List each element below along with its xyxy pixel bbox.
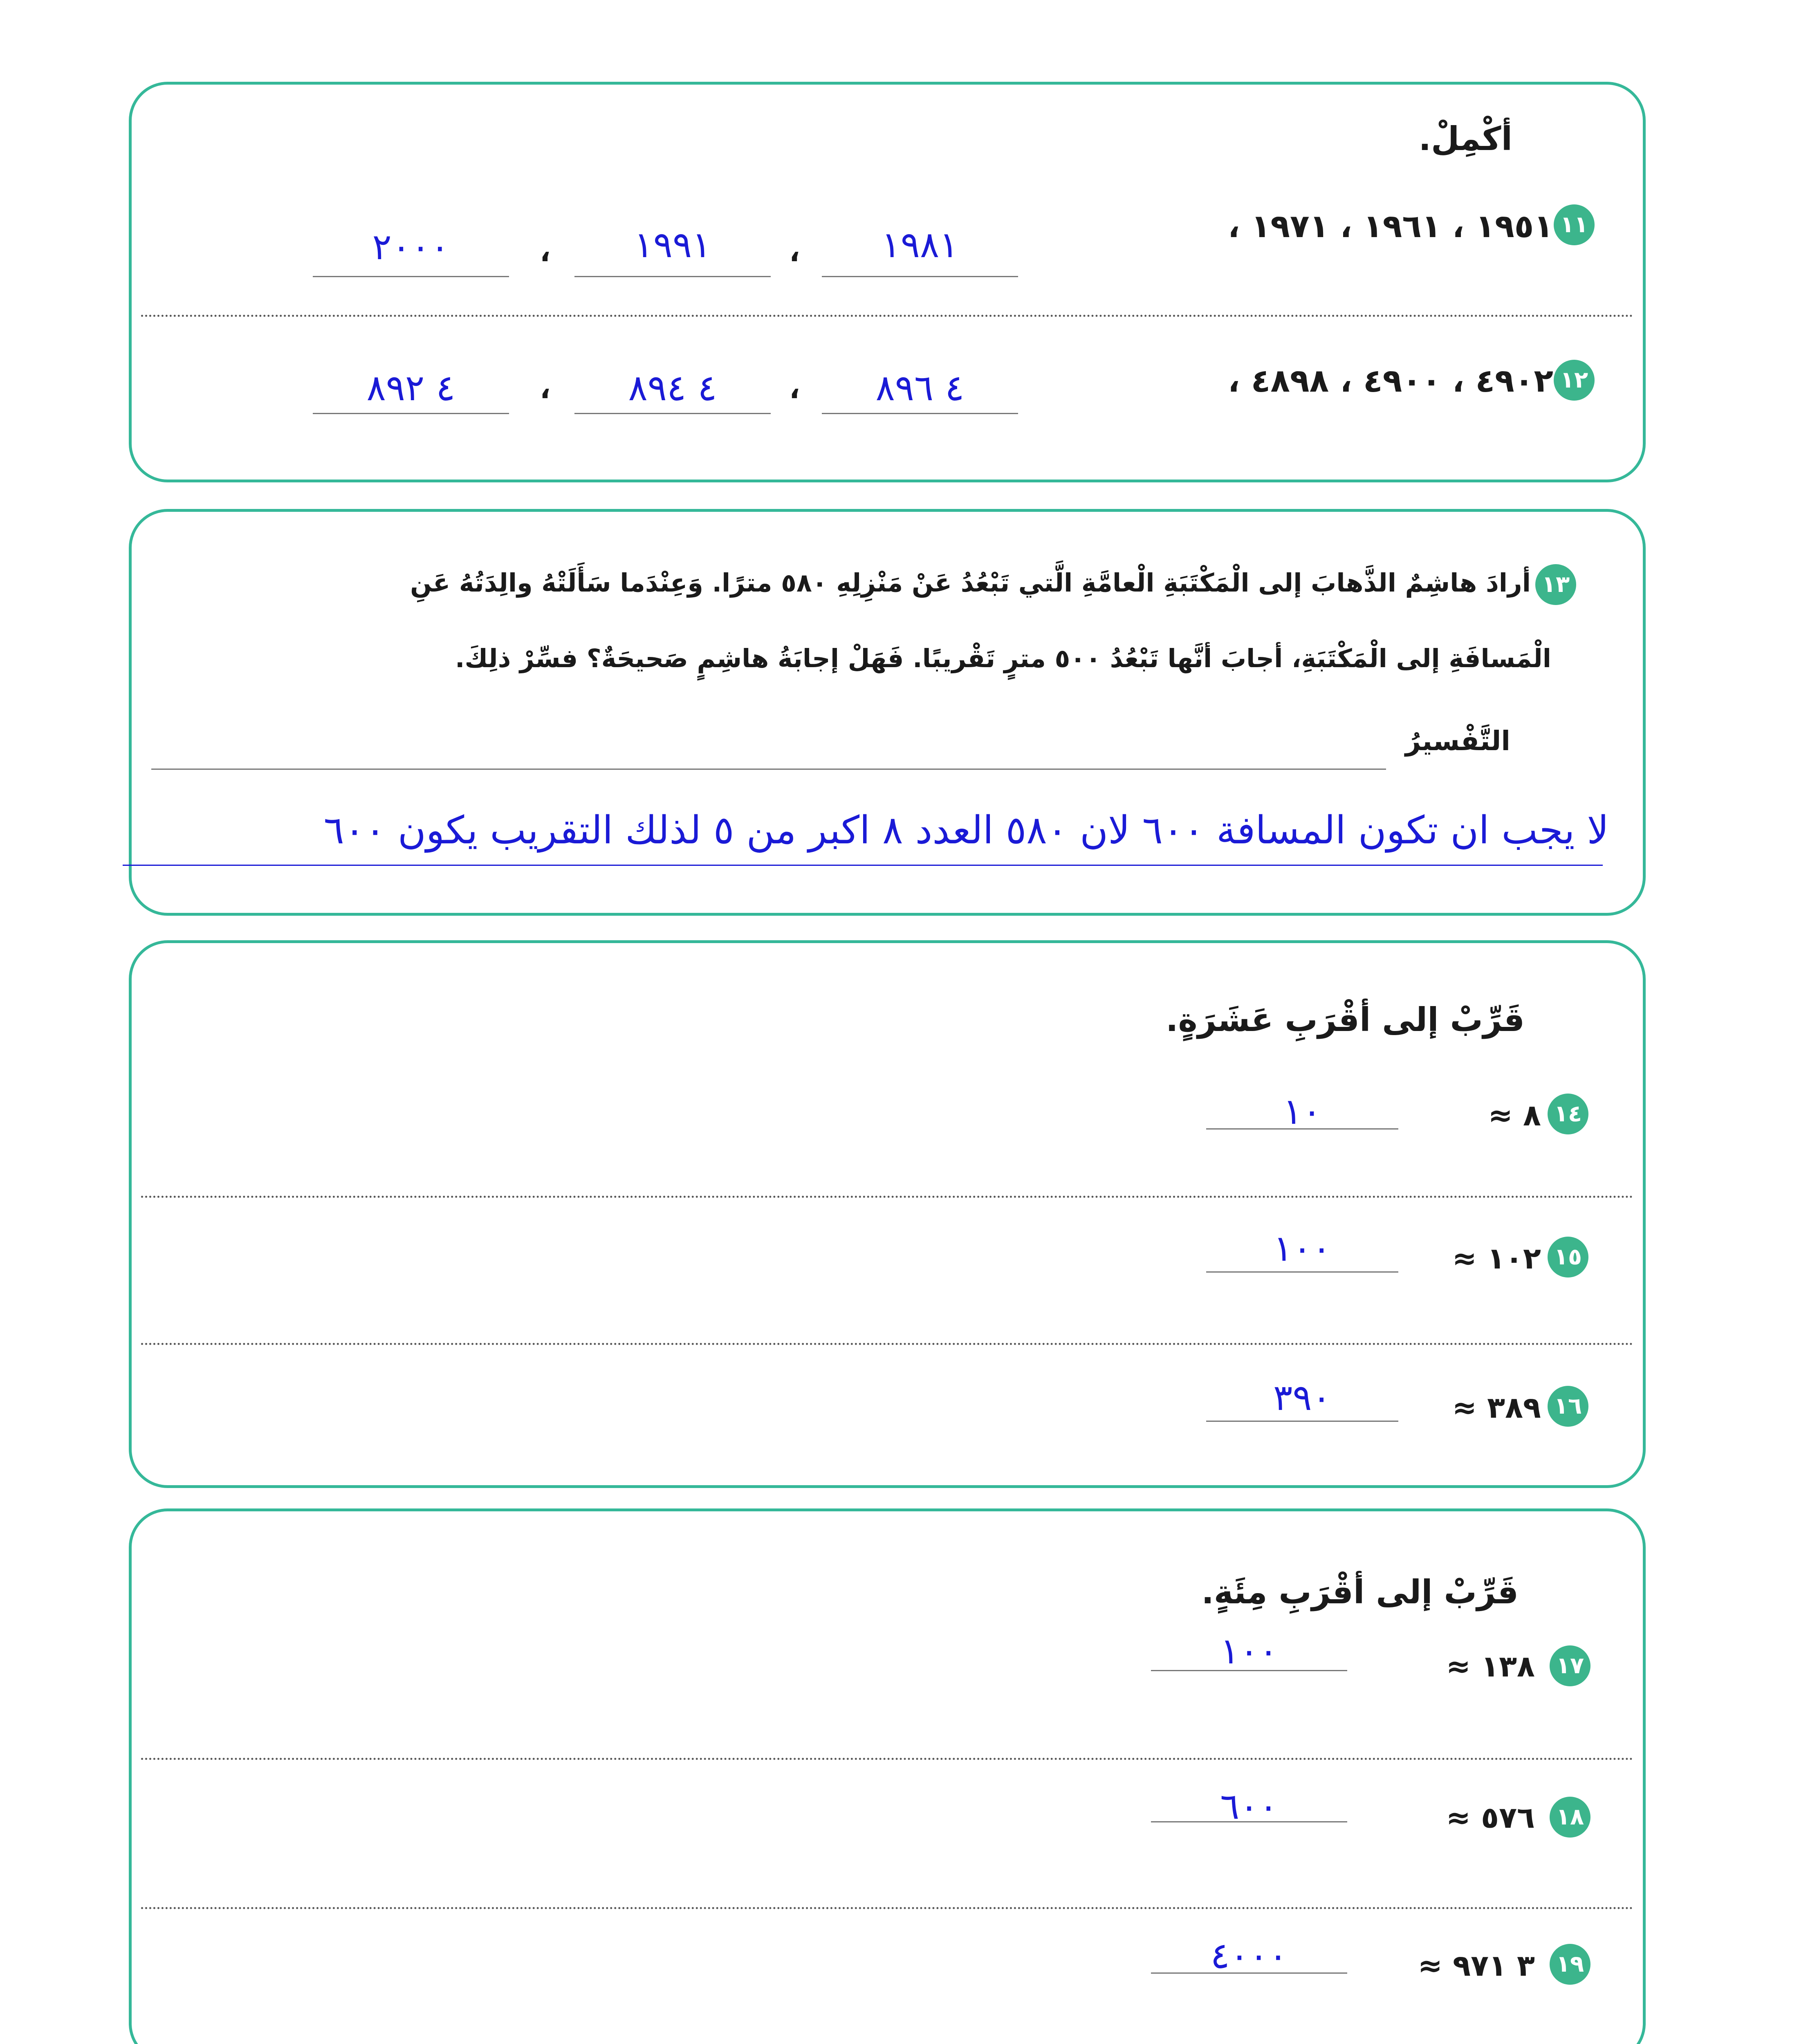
q16-answer: ٣٩٠ [1273,1376,1331,1419]
section1-separator [141,315,1633,317]
question-badge-19: ١٩ [1550,1944,1590,1985]
q15-blank [1206,1271,1398,1273]
section3-title: قَرِّبْ إلى أقْرَبِ عَشَرَةٍ. [1166,1001,1525,1039]
q14-blank [1206,1128,1398,1130]
q16-blank [1206,1421,1398,1422]
q18-answer: ٦٠٠ [1220,1785,1278,1827]
question-badge-16: ١٦ [1548,1386,1588,1427]
q12-blank-2 [574,413,771,414]
section4-separator-1 [141,1758,1633,1760]
question-badge-14: ١٤ [1548,1094,1588,1134]
q13-text-line-2: الْمَسافَةِ إلى الْمَكْتَبَةِ، أجابَ أنَّها تَبْعُدُ ٥٠٠ مترٍ تَقْريبًا. فَهَلْ إجابَةُ هاشِمٍ صَحيحَةٌ؟ فسِّرْ ذلِكَ. [455,643,1551,673]
section4-title: قَرِّبْ إلى أقْرَبِ مِئَةٍ. [1201,1573,1519,1611]
q17-answer: ١٠٠ [1220,1630,1278,1672]
question-badge-15: ١٥ [1548,1237,1588,1278]
q14-expression: ٨ ≈ [1488,1098,1541,1132]
section4-separator-2 [141,1907,1633,1909]
q12-comma-1: ، [789,372,800,405]
section3-separator-2 [141,1343,1633,1345]
q15-answer: ١٠٠ [1273,1227,1331,1269]
question-badge-13: ١٣ [1535,564,1576,605]
q11-comma-2: ، [540,235,551,268]
q19-answer: ٤٠٠٠ [1210,1934,1288,1977]
q11-blank-2 [574,276,771,277]
q13-explain-blank [151,769,1386,770]
q11-answer-3: ٢٠٠٠ [372,226,450,268]
q11-blank-1 [822,276,1018,277]
q17-expression: ١٣٨ ≈ [1446,1649,1535,1683]
q13-answer-underline [123,865,1603,866]
q13-handwritten-answer: لا يجب ان تكون المسافة ٦٠٠ لان ٥٨٠ العدد ٨ اكبر من ٥ لذلك التقريب يكون ٦٠٠ [323,808,1609,853]
q11-given-sequence: ١٩٥١ ، ١٩٦١ ، ١٩٧١ ، [1227,208,1553,245]
question-badge-18: ١٨ [1550,1797,1590,1838]
q12-answer-2: ٤ ٨٩٤ [628,367,717,409]
q15-expression: ١٠٢ ≈ [1452,1241,1541,1275]
q13-explain-label: التَّفْسيرُ [1405,725,1510,757]
q14-answer: ١٠ [1283,1090,1322,1132]
question-badge-12: ١٢ [1554,360,1595,401]
q12-blank-1 [822,413,1018,414]
q17-blank [1151,1670,1347,1671]
q12-comma-2: ، [540,372,551,405]
q13-text-line-1: أرادَ هاشِمٌ الذَّهابَ إلى الْمَكْتَبَةِ الْعامَّةِ الَّتي تَبْعُدُ عَنْ مَنْزِلِهِ ٥٨٠ مترًا. وَعِنْدَما سَأَلَتْهُ والِدَتُهُ عَنِ [410,568,1531,598]
q18-expression: ٥٧٦ ≈ [1446,1800,1535,1835]
q12-answer-3: ٤ ٨٩٢ [366,367,455,409]
q18-blank [1151,1821,1347,1822]
q16-expression: ٣٨٩ ≈ [1452,1390,1541,1425]
q11-comma-1: ، [789,235,800,268]
section3-separator-1 [141,1196,1633,1198]
section1-title: أكْمِلْ. [1418,120,1512,158]
q12-blank-3 [313,413,509,414]
q11-blank-3 [313,276,509,277]
complete-sequence-card [129,82,1646,482]
q11-answer-2: ١٩٩١ [634,224,711,266]
q12-answer-1: ٤ ٨٩٦ [875,367,965,409]
q19-blank [1151,1972,1347,1974]
q19-expression: ٣ ٩٧١ ≈ [1418,1948,1535,1983]
question-badge-11: ١١ [1554,204,1595,245]
question-badge-17: ١٧ [1550,1645,1590,1686]
q11-answer-1: ١٩٨١ [881,224,959,266]
q12-given-sequence: ٤٩٠٢ ، ٤٩٠٠ ، ٤٨٩٨ ، [1227,363,1553,399]
